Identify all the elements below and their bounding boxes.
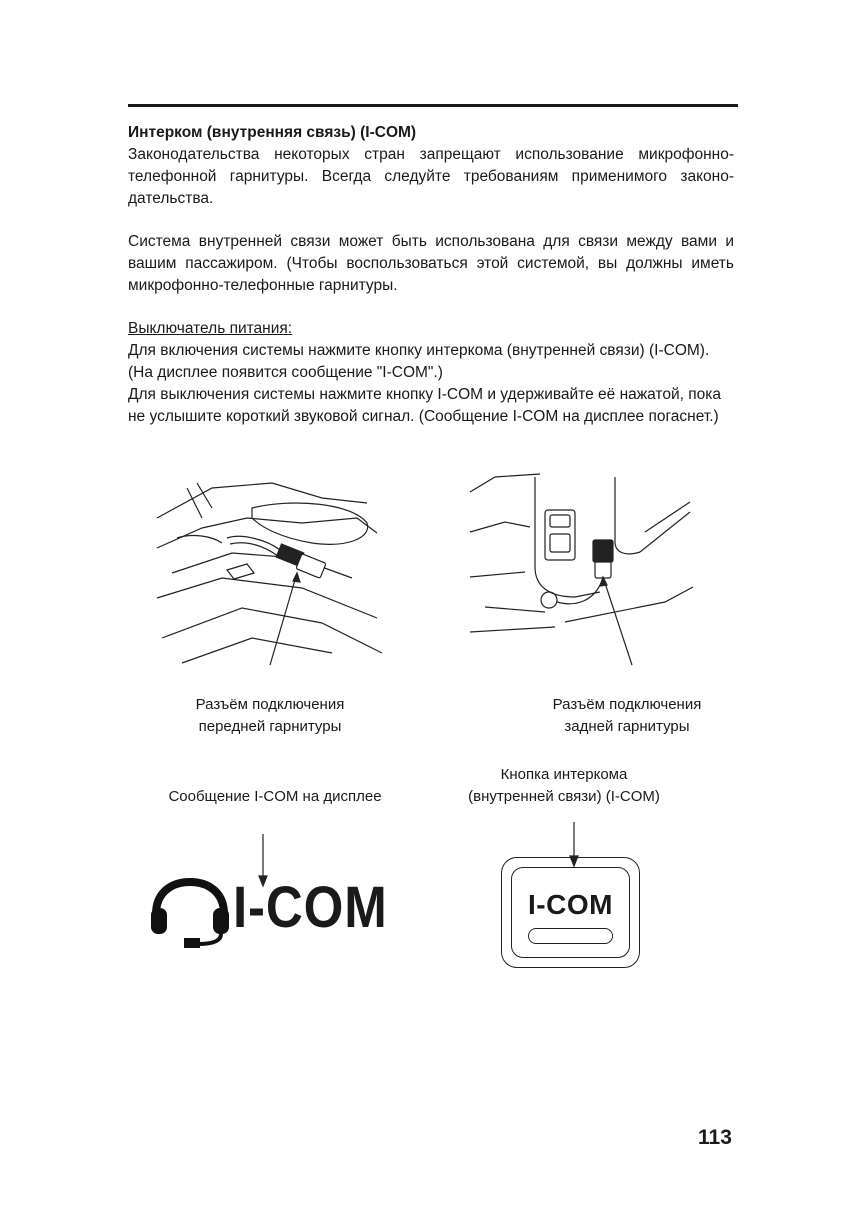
intro-paragraph: Система внутренней связи может быть использована для связи между вами и вашим пассажиром. (Чтобы воспользоваться этой системой, вы должны иметь микрофонно-телефонные гарнитуры.: [128, 233, 734, 294]
headset-icon: [150, 878, 232, 948]
power-on-note: (На дисплее появится сообщение "I-COM".): [128, 364, 443, 381]
display-message-caption: Сообщение I-COM на дисплее: [168, 788, 382, 805]
intercom-button-face: [511, 867, 630, 958]
display-message-text: I-COM: [233, 875, 388, 940]
header-rule: [128, 104, 738, 107]
section-title: Интерком (внутренняя связь) (I-COM): [128, 124, 417, 141]
power-switch-label: Выключатель питания:: [128, 320, 293, 337]
power-on-instruction: Для включения системы нажмите кнопку интеркома (внутренней связи) (I-COM).: [128, 342, 710, 359]
rear-connector-illustration: [465, 472, 695, 642]
front-connector-caption: Разъём подключения передней гарнитуры: [195, 696, 345, 735]
intercom-button-indicator: [528, 928, 613, 944]
intercom-button[interactable]: [501, 857, 640, 968]
power-off-instruction: Для выключения системы нажмите кнопку I-COM и удерживайте её нажатой, пока не услышите короткий звуковой сигнал. (Сообщение I-COM на дисплее погаснет.): [128, 386, 721, 425]
legal-warning: Законодательства некоторых стран запрещают использование микрофонно-телефонной гарнитуры. Всегда следуйте требованиям применимого законо-дательства.: [128, 146, 734, 207]
page-number: 113: [698, 1126, 732, 1149]
intercom-button-caption: Кнопка интеркома (внутренней связи) (I-COM): [468, 766, 660, 805]
power-switch-section: [128, 318, 734, 428]
intercom-button-label: I-COM: [528, 889, 613, 920]
intercom-section: [128, 122, 734, 210]
front-connector-illustration: [152, 478, 382, 678]
rear-connector-caption: Разъём подключения задней гарнитуры: [552, 696, 702, 735]
